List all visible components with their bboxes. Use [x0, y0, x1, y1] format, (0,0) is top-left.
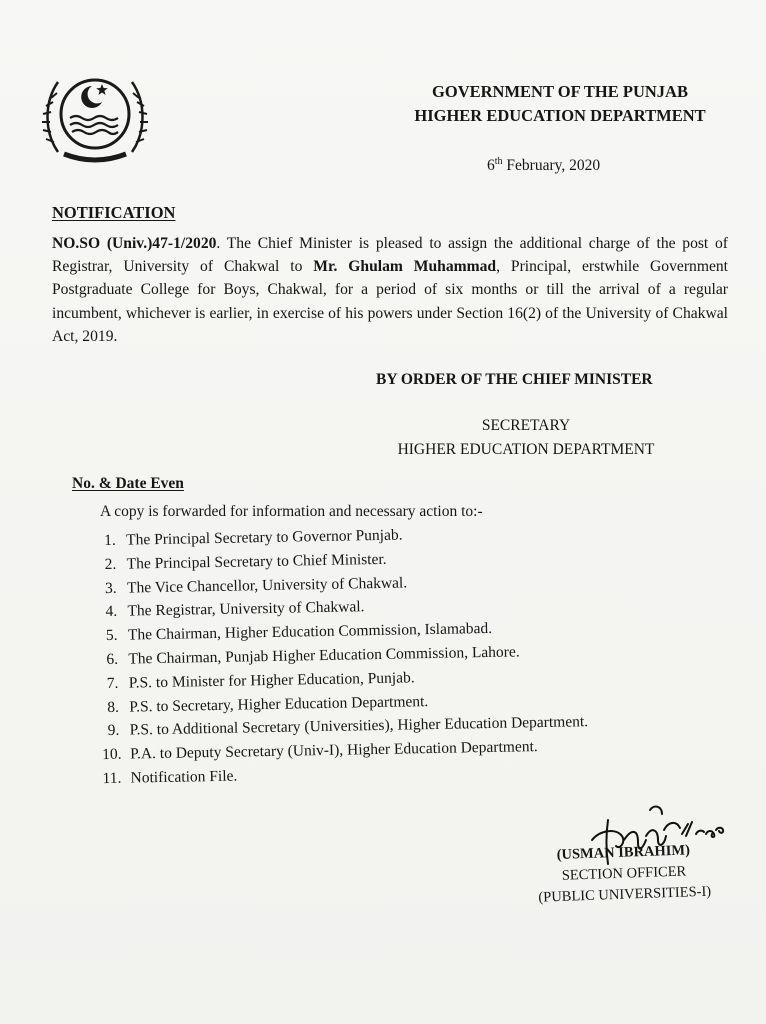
notification-text-a: . The Chief Minister is pleased to assign the additional charge of the post of Registrar, University of Chakwal to [52, 235, 728, 276]
list-item-number: 1. [104, 531, 116, 549]
list-item-number: 8. [107, 698, 120, 716]
distribution-intro: A copy is forwarded for information and necessary action to:- [100, 503, 483, 520]
list-item-text: P.S. to Additional Secretary (Universities), Higher Education Department. [129, 713, 589, 739]
list-item-text: The Principal Secretary to Chief Minister. [126, 550, 387, 573]
list-item-text: The Chairman, Punjab Higher Education Commission, Lahore. [128, 643, 520, 668]
notification-text-b: , Principal, erstwhile Government Postgraduate College for Boys, Chakwal, for a period of six months or till the arrival of a regular incumbent, whichever is earlier, in exercise of his powers under Section 16(2) of the University of Chakwal Act, 2019. [52, 258, 728, 345]
header-department: HIGHER EDUCATION DEPARTMENT [414, 106, 706, 125]
list-item-number: 4. [105, 603, 118, 621]
date-even-heading: No. & Date Even [72, 475, 184, 492]
list-item-number: 9. [107, 722, 120, 740]
list-item-number: 5. [105, 626, 118, 645]
list-item-text: P.S. to Minister for Higher Education, Punjab. [128, 669, 415, 692]
signatory-designation: SECTION OFFICER [561, 863, 687, 884]
notification-person: Mr. Ghulam Muhammad [313, 258, 497, 276]
secretary-department: HIGHER EDUCATION DEPARTMENT [397, 441, 655, 458]
list-item-number: 11. [102, 769, 122, 788]
by-order-line: BY ORDER OF THE CHIEF MINISTER [376, 371, 653, 388]
list-item-text: Notification File. [130, 767, 238, 787]
list-item-text: The Chairman, Higher Education Commission, Islamabad. [127, 620, 493, 644]
secretary-title: SECRETARY [481, 417, 571, 434]
list-item-text: The Registrar, University of Chakwal. [127, 598, 365, 620]
document-header [380, 80, 740, 128]
list-item-text: P.S. to Secretary, Higher Education Department. [129, 692, 429, 716]
date-rest: February, 2020 [502, 157, 601, 175]
secretary-block [376, 414, 676, 462]
list-item-number: 10. [101, 745, 122, 764]
list-item-text: The Vice Chancellor, University of Chakwal. [126, 574, 408, 597]
signatory-name: (USMAN IBRAHIM) [556, 842, 691, 863]
date-suffix: th [494, 156, 503, 167]
list-item-text: P.A. to Deputy Secretary (Univ-I), Higher Education Department. [129, 738, 538, 763]
notification-body [52, 232, 728, 348]
list-item-number: 6. [106, 650, 119, 668]
date-day: 6 [487, 157, 495, 175]
distribution-list [101, 520, 589, 791]
list-item-number: 7. [106, 674, 119, 692]
document-date [487, 156, 600, 175]
punjab-government-emblem-icon [40, 62, 150, 172]
signatory-office: (PUBLIC UNIVERSITIES-I) [538, 883, 712, 906]
notification-number: NO.SO (Univ.)47-1/2020 [52, 235, 217, 252]
notification-title: NOTIFICATION [52, 203, 176, 222]
signatory-block [528, 839, 720, 909]
list-item-number: 2. [104, 555, 117, 573]
list-item-text: The Principal Secretary to Governor Punjab. [126, 526, 403, 549]
list-item-number: 3. [104, 579, 117, 597]
header-government: GOVERNMENT OF THE PUNJAB [432, 82, 688, 101]
